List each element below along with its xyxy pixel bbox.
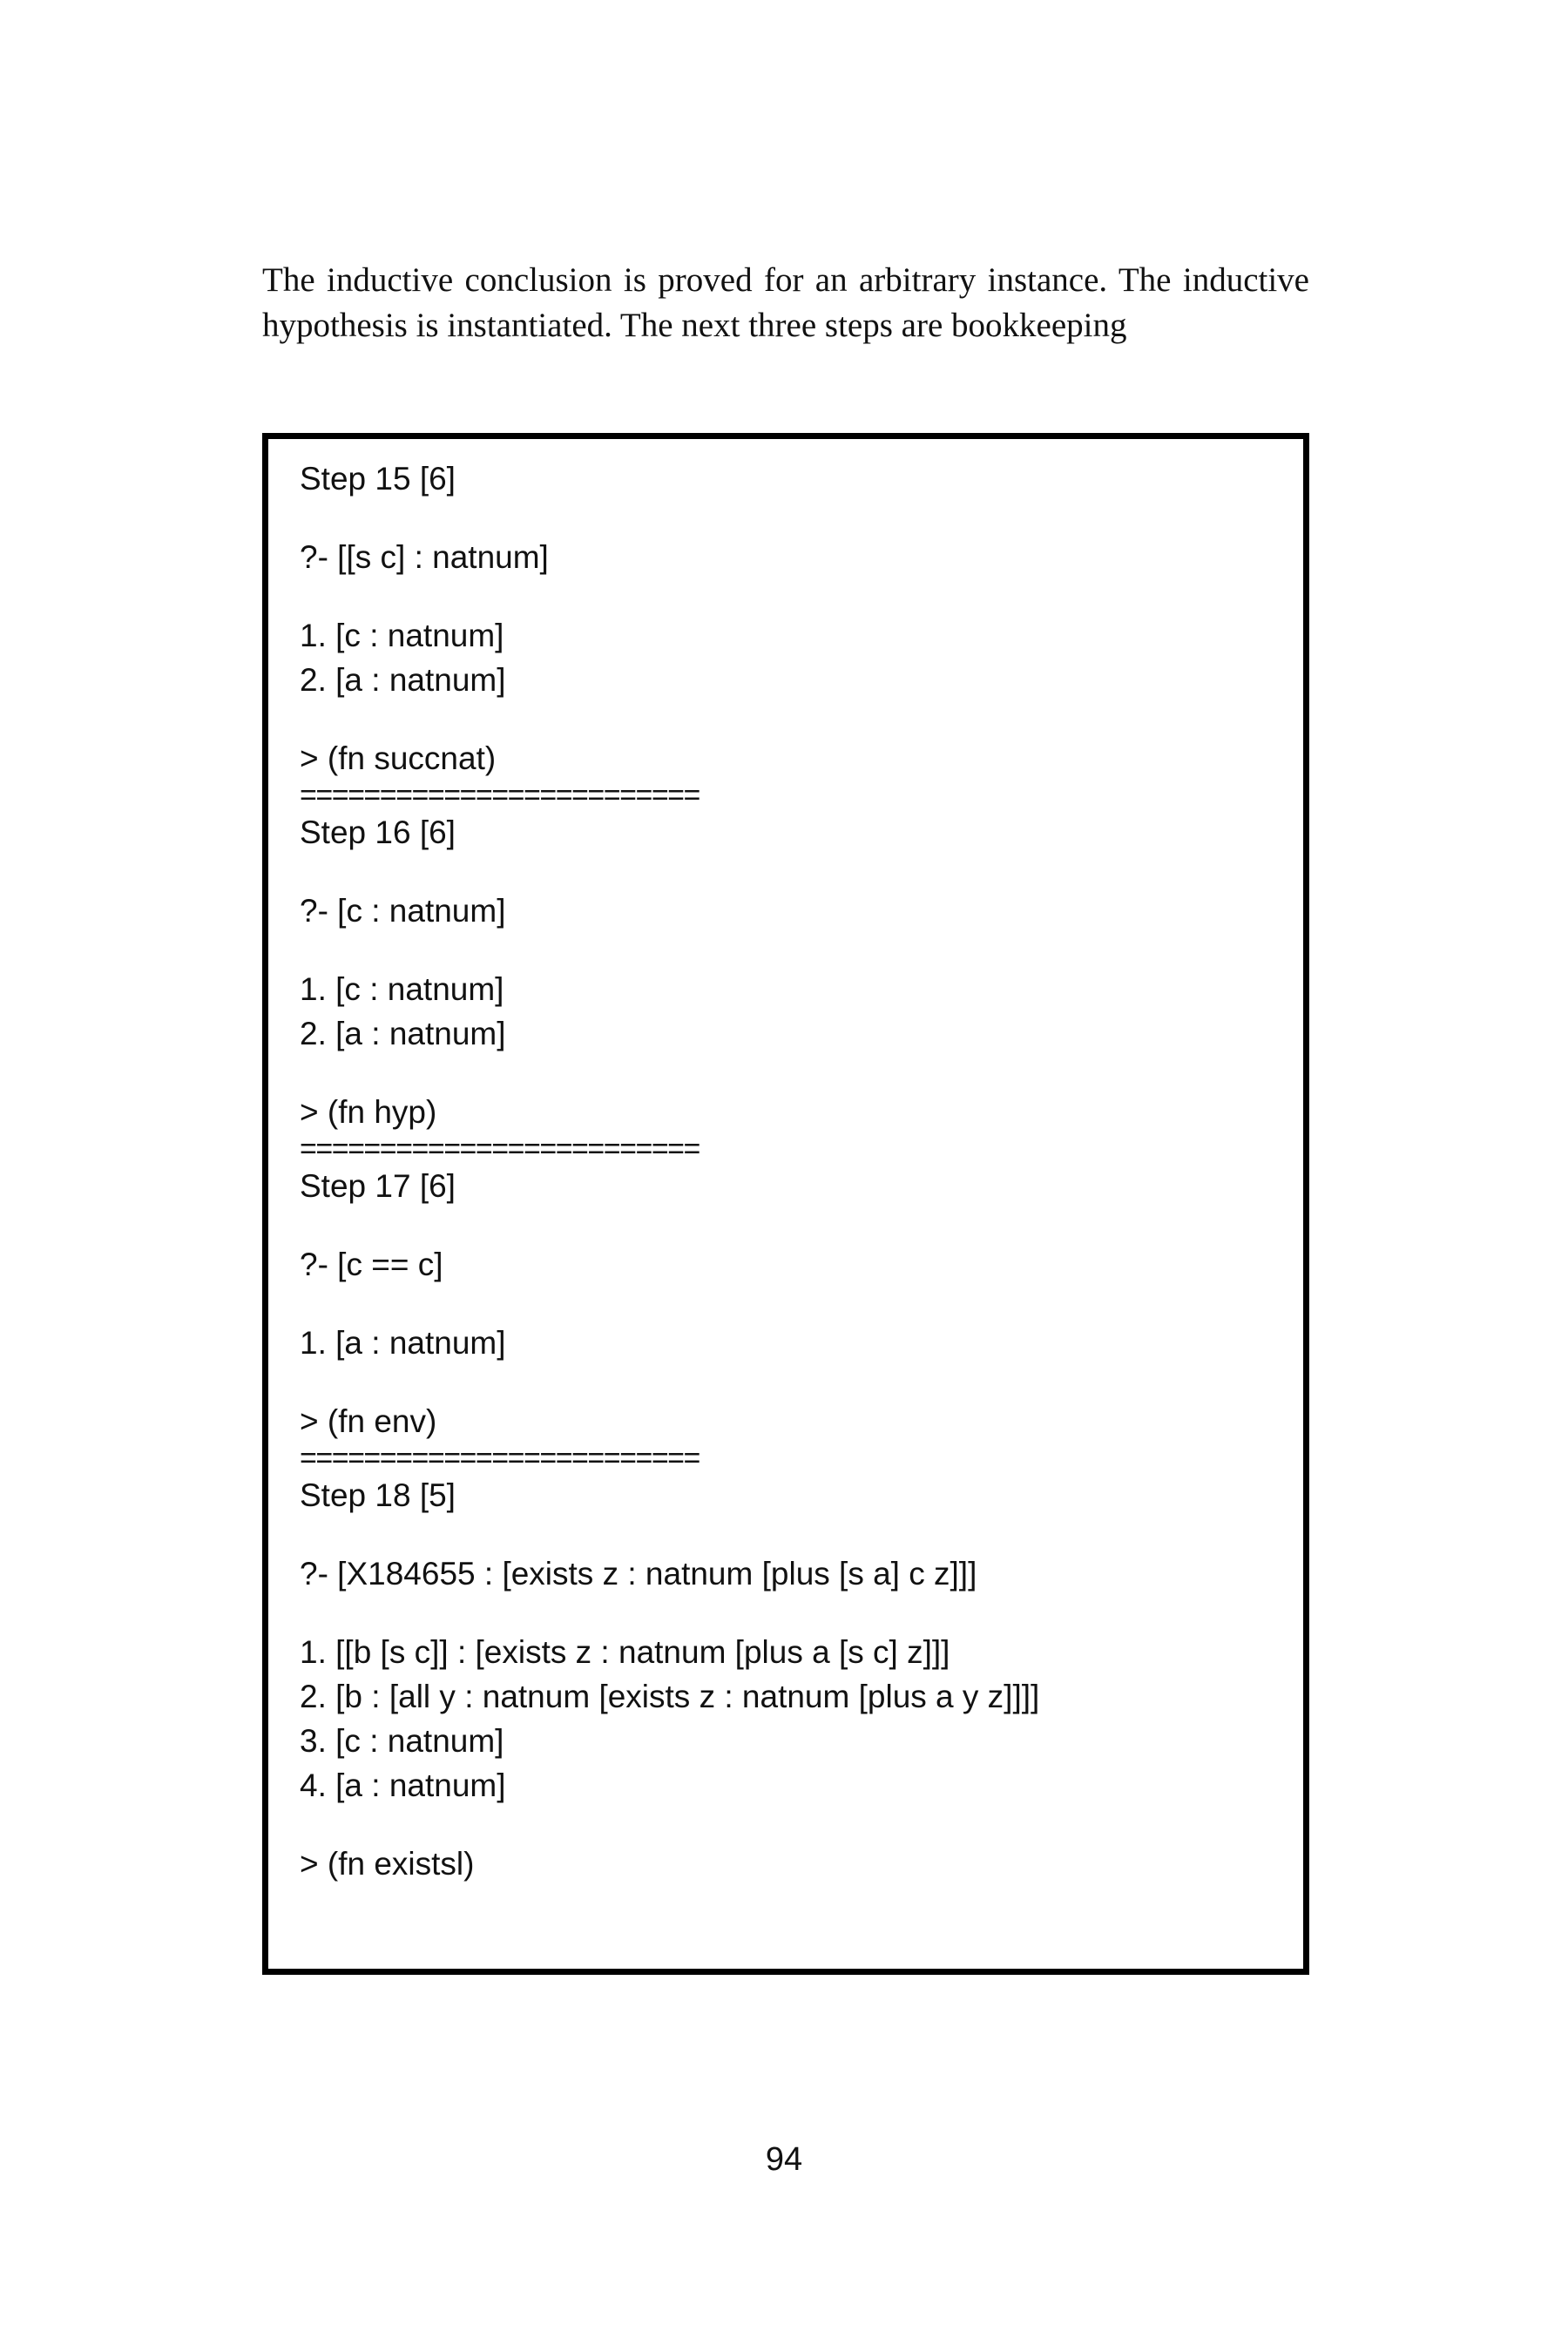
step-header: Step 18 [5] (300, 1477, 456, 1513)
step-separator: ========================= (300, 1442, 700, 1475)
step-rule: > (fn hyp) (300, 1094, 437, 1130)
intro-paragraph: The inductive conclusion is proved for an arbitrary instance. The inductive hypothesis is instantiated. The next three steps are bookkeeping (262, 261, 1309, 344)
hypothesis-list (300, 1630, 1303, 1808)
step-header: Step 16 [6] (300, 814, 456, 850)
hypothesis: 1. [[b [s c]] : [exists z : natnum [plus a [s c] z]]] (300, 1634, 950, 1670)
hypothesis: 2. [b : [all y : natnum [exists z : natnum [plus a y z]]]] (300, 1679, 1040, 1714)
step-rule: > (fn env) (300, 1403, 437, 1439)
step-separator: ========================= (300, 1132, 700, 1166)
step-separator: ========================= (300, 779, 700, 812)
hypothesis: 1. [c : natnum] (300, 971, 504, 1007)
step-rule: > (fn succnat) (300, 740, 497, 776)
step-header: Step 17 [6] (300, 1168, 456, 1204)
hypothesis: 2. [a : natnum] (300, 662, 506, 698)
hypothesis: 2. [a : natnum] (300, 1016, 506, 1051)
step-goal: ?- [X184655 : [exists z : natnum [plus [s a] c z]]] (300, 1556, 977, 1592)
step-goal: ?- [[s c] : natnum] (300, 539, 549, 575)
step-rule: > (fn existsl) (300, 1846, 475, 1882)
hypothesis: 1. [c : natnum] (300, 618, 504, 653)
proof-step (300, 456, 1303, 810)
hypothesis-list (300, 1321, 1303, 1365)
step-goal: ?- [c : natnum] (300, 893, 506, 929)
hypothesis: 3. [c : natnum] (300, 1723, 504, 1759)
hypothesis: 1. [a : natnum] (300, 1325, 506, 1361)
proof-step (300, 1164, 1303, 1473)
proof-trace-box (262, 433, 1309, 1975)
hypothesis-list (300, 613, 1303, 702)
proof-step (300, 1473, 1303, 1886)
step-goal: ?- [c == c] (300, 1247, 443, 1282)
hypothesis: 4. [a : natnum] (300, 1767, 506, 1803)
page-number: 94 (765, 2141, 803, 2178)
proof-step (300, 810, 1303, 1164)
step-header: Step 15 [6] (300, 461, 456, 497)
hypothesis-list (300, 967, 1303, 1056)
